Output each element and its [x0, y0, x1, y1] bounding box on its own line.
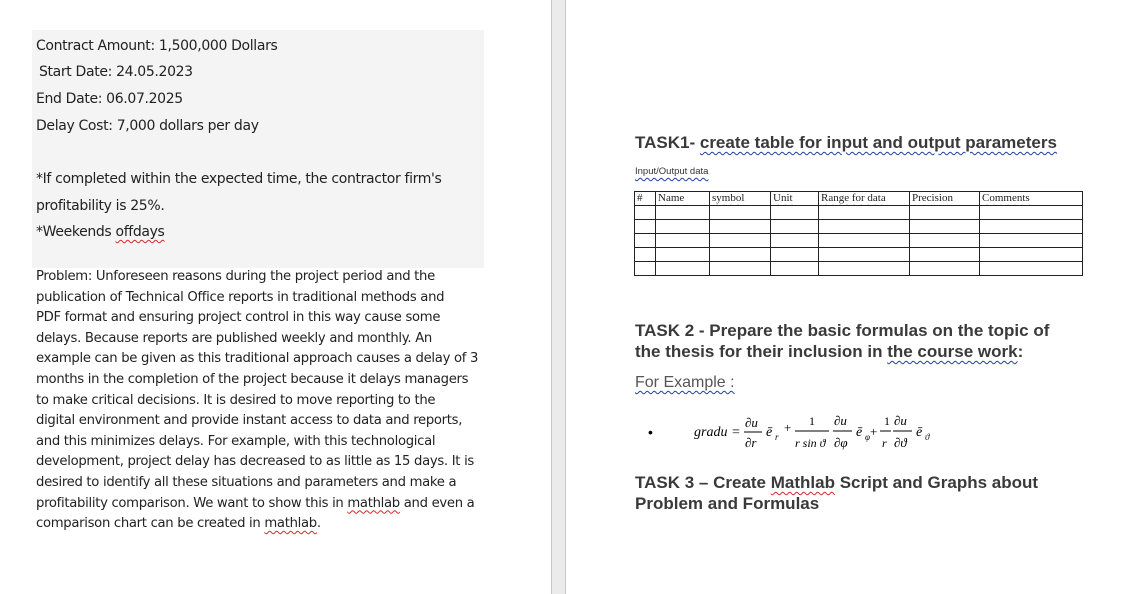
- table-row: [635, 220, 1083, 234]
- offdays-word: offdays: [115, 224, 165, 240]
- problem-text: publication of Technical Office reports in traditional methods and: [36, 289, 445, 305]
- task3-a: TASK 3 – Create: [635, 473, 771, 492]
- formula-sub-phi: φ: [865, 432, 870, 442]
- formula-one-1: 1: [809, 414, 815, 428]
- problem-text: digital environment and provide instant access to data and reports,: [36, 413, 463, 429]
- task2-line2-b: the course work: [887, 342, 1018, 361]
- table-cell[interactable]: [635, 220, 656, 234]
- bullet-icon: •: [648, 424, 653, 440]
- problem-text: to make critical decisions. It is desired to move reporting to the: [36, 392, 436, 408]
- table-cell[interactable]: [710, 220, 771, 234]
- problem-text: .: [316, 516, 321, 532]
- delay-cost: Delay Cost: 7,000 dollars per day: [36, 118, 259, 134]
- formula-rsin: r sin ϑ: [795, 436, 826, 450]
- task1-title: create table for input and output parameters: [699, 133, 1057, 152]
- table-cell[interactable]: [819, 234, 910, 248]
- formula-partial-u-2: ∂u: [834, 413, 847, 428]
- task2-line1: TASK 2 - Prepare the basic formulas on the topic of: [635, 321, 1050, 340]
- table-row: [635, 234, 1083, 248]
- problem-text: mathlab: [264, 516, 317, 532]
- problem-text: Problem: Unforeseen reasons during the project period and the: [36, 269, 435, 284]
- weekends-note-prefix: *Weekends: [36, 224, 116, 240]
- weekends-note: [36, 224, 165, 240]
- right-page: [566, 0, 1141, 594]
- table-cell[interactable]: [635, 234, 656, 248]
- io-data-label: Input/Output data: [635, 166, 709, 177]
- table-cell[interactable]: [656, 220, 710, 234]
- problem-line: [36, 473, 496, 494]
- profitability-note-line2: profitability is 25%.: [36, 198, 165, 214]
- task2-line2: [635, 341, 1049, 362]
- formula-plus-2: +: [870, 424, 878, 439]
- header-cell: Comments: [980, 192, 1083, 206]
- table-cell[interactable]: [819, 248, 910, 262]
- task1-prefix: TASK1-: [635, 133, 700, 152]
- end-date: End Date: 06.07.2025: [36, 91, 183, 107]
- table-cell[interactable]: [635, 262, 656, 276]
- header-cell: Unit: [771, 192, 819, 206]
- problem-text: mathlab: [347, 495, 400, 511]
- problem-text: and this minimizes delays. For example, with this technological: [36, 433, 436, 449]
- header-cell: Precision: [910, 192, 980, 206]
- formula-eq: =: [732, 425, 740, 440]
- table-cell[interactable]: [656, 262, 710, 276]
- problem-line: [36, 514, 496, 535]
- problem-text: comparison chart can be created in: [36, 516, 265, 532]
- table-cell[interactable]: [635, 248, 656, 262]
- table-cell[interactable]: [771, 220, 819, 234]
- problem-text: delays. Because reports are published weekly and monthly. An: [36, 330, 432, 346]
- table-cell[interactable]: [771, 206, 819, 220]
- problem-text: development, project delay has decreased to as little as 15 days. It is: [36, 454, 475, 470]
- gradient-formula: [692, 410, 952, 456]
- formula-sub-theta: ϑ: [925, 432, 930, 442]
- header-cell: symbol: [710, 192, 771, 206]
- table-cell[interactable]: [910, 262, 980, 276]
- table-cell[interactable]: [980, 234, 1083, 248]
- problem-line: [36, 329, 496, 350]
- formula-lhs: gradu: [694, 425, 728, 440]
- table-row: [635, 206, 1083, 220]
- formula-partial-r: ∂r: [745, 435, 757, 450]
- header-cell: #: [635, 192, 656, 206]
- table-cell[interactable]: [910, 234, 980, 248]
- table-cell[interactable]: [819, 206, 910, 220]
- problem-line: [36, 267, 496, 288]
- profitability-note-line1: *If completed within the expected time, the contractor firm's: [36, 171, 442, 187]
- problem-text: profitability comparison. We want to show this in: [36, 495, 348, 511]
- table-cell[interactable]: [771, 234, 819, 248]
- formula-plus-1: +: [784, 420, 792, 435]
- formula-partial-u-1: ∂u: [745, 415, 758, 430]
- table-cell[interactable]: [710, 206, 771, 220]
- problem-paragraph: [36, 267, 496, 535]
- table-cell[interactable]: [980, 248, 1083, 262]
- table-cell[interactable]: [819, 220, 910, 234]
- task2-line2-c: :: [1017, 342, 1024, 361]
- problem-line: [36, 308, 496, 329]
- problem-text: example can be given as this traditional approach causes a delay of 3: [36, 351, 479, 367]
- page-gutter: [551, 0, 566, 594]
- problem-text: desired to identify all these situations and parameters and make a: [36, 474, 457, 490]
- task3-mathlab: Mathlab: [770, 473, 835, 492]
- table-cell[interactable]: [910, 206, 980, 220]
- problem-text: and even a: [399, 495, 475, 511]
- problem-line: [36, 349, 496, 370]
- table-cell[interactable]: [710, 248, 771, 262]
- task3-c: Script and Graphs about: [834, 473, 1039, 492]
- formula-partial-phi: ∂φ: [834, 435, 848, 450]
- formula-r: r: [882, 436, 887, 450]
- table-cell[interactable]: [980, 220, 1083, 234]
- table-cell[interactable]: [656, 248, 710, 262]
- problem-text: PDF format and ensuring project control in this way cause some: [36, 310, 441, 326]
- problem-line: [36, 411, 496, 432]
- table-row: [635, 248, 1083, 262]
- table-cell[interactable]: [710, 262, 771, 276]
- table-cell[interactable]: [771, 248, 819, 262]
- formula-e-r: ē: [766, 425, 773, 440]
- table-cell[interactable]: [656, 206, 710, 220]
- table-cell[interactable]: [910, 220, 980, 234]
- table-cell[interactable]: [910, 248, 980, 262]
- problem-line: [36, 494, 496, 515]
- table-header-row: [635, 192, 1083, 206]
- table-cell[interactable]: [819, 262, 910, 276]
- task3-line2: Problem and Formulas: [635, 494, 820, 513]
- table-cell[interactable]: [771, 262, 819, 276]
- task3-heading: [635, 472, 1038, 514]
- table-cell[interactable]: [980, 262, 1083, 276]
- problem-line: [36, 432, 496, 453]
- formula-e-theta: ē: [916, 425, 923, 440]
- io-parameters-table: [634, 191, 1083, 276]
- table-cell[interactable]: [980, 206, 1083, 220]
- header-cell: Range for data: [819, 192, 910, 206]
- formula-e-phi: ē: [856, 425, 863, 440]
- table-cell[interactable]: [710, 234, 771, 248]
- formula-one-2: 1: [884, 414, 890, 428]
- task3-line1: [635, 472, 1038, 493]
- contract-amount: Contract Amount: 1,500,000 Dollars: [36, 38, 278, 54]
- formula-partial-u-3: ∂u: [894, 413, 907, 428]
- task2-line2-a: the thesis for their inclusion in: [635, 342, 888, 361]
- table-row: [635, 262, 1083, 276]
- table-cell[interactable]: [656, 234, 710, 248]
- task1-heading: [635, 132, 1057, 153]
- problem-line: [36, 370, 496, 391]
- start-date: Start Date: 24.05.2023: [39, 64, 193, 80]
- formula-sub-r: r: [775, 432, 779, 442]
- formula-partial-theta: ∂ϑ: [894, 435, 907, 450]
- problem-line: [36, 288, 496, 309]
- left-page: [0, 0, 551, 594]
- problem-line: [36, 452, 496, 473]
- problem-text: months in the completion of the project because it delays managers: [36, 371, 469, 387]
- header-cell: Name: [656, 192, 710, 206]
- example-label: For Example :: [635, 374, 735, 391]
- task2-heading: [635, 320, 1049, 362]
- problem-line: [36, 391, 496, 412]
- table-cell[interactable]: [635, 206, 656, 220]
